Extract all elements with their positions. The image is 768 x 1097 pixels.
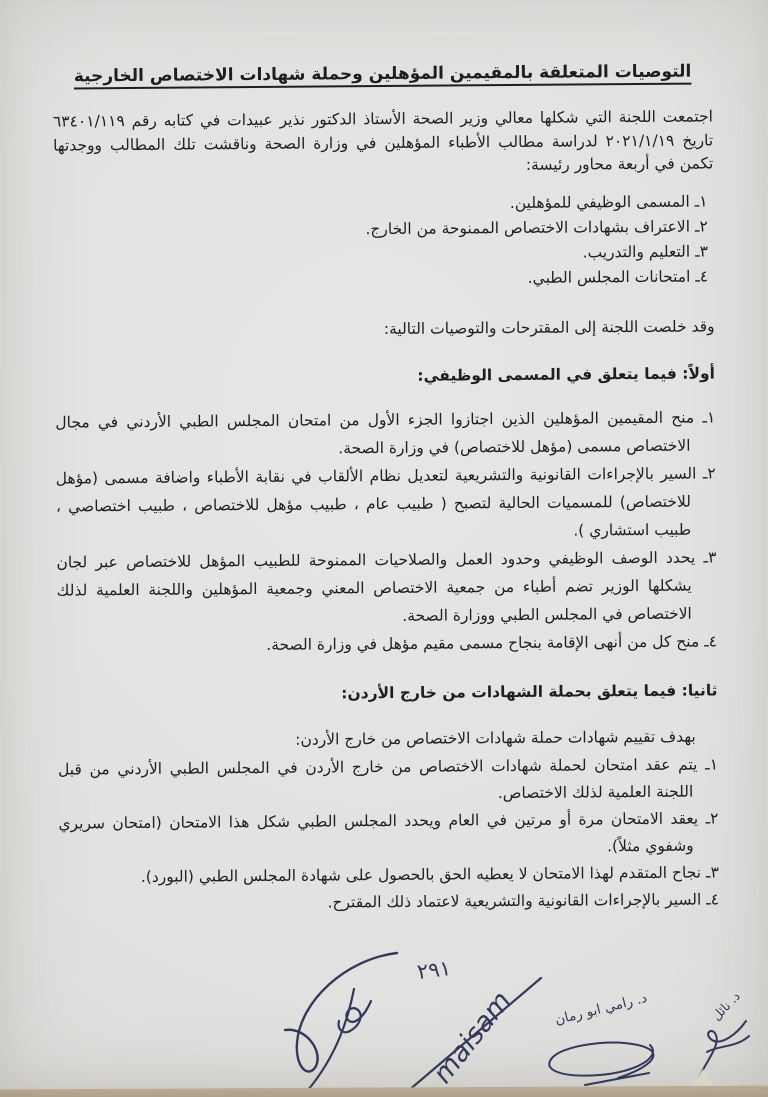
section2-list (58, 751, 719, 918)
signature-flourish-icon (285, 953, 397, 1071)
intro-paragraph: اجتمعت اللجنة التي شكلها معالي وزير الصحة الأستاذ الدكتور نذير عبيدات في كتابه رقم ٦٣٤٠١/١١٩ تاريخ ٢٠٢١/١/١٩ لدراسة مطالب الأطباء المؤهلين في وزارة الصحة وناقشت تلك المطالب ووجدتها تكمن في أربعة محاور رئيسة: (52, 107, 714, 174)
item-text: يحدد الوصف الوظيفي وحدود العمل والصلاحيات الممنوحة للطبيب المؤهل للاختصاص عبر لجان يشكلها الوزير تضم أطباء من جمعية الاختصاص المعني وجمعية المؤهلين واللجنة العلمية لذلك الاختصاص في المجلس الطبي ووزارة الصحة. (56, 548, 696, 625)
page-title (53, 61, 713, 86)
signature-rami-name: د. رامي ابو رمان (553, 989, 649, 1029)
signatures-graphic (0, 927, 768, 1097)
item-number: ٣ـ (703, 547, 717, 567)
item-number: ٤ـ (706, 889, 720, 908)
item-number: ٣ـ (695, 241, 709, 261)
item-number: ٢ـ (702, 463, 716, 483)
signature-flourish-icon (308, 989, 354, 1090)
signature-maisam: maisam (427, 985, 518, 1090)
list-item (54, 264, 708, 294)
list-item (58, 751, 718, 810)
item-text: يعقد الامتحان مرة أو مرتين في العام ويحدد المجلس الطبي شكل هذا الامتحان (امتحان سريري وشفوي مثلاً). (58, 809, 699, 855)
list-item (55, 403, 715, 464)
section2-lead: بهدف تقييم شهادات حملة شهادات الاختصاص من خارج الأردن: (295, 727, 696, 749)
item-number: ١ـ (702, 407, 716, 427)
list-item (58, 805, 718, 864)
item-number: ١ـ (694, 191, 708, 211)
item-text: نجاح المتقدم لهذا الامتحان لا يعطيه الحق بالحصول على شهادة المجلس الطبي (البورد). (140, 863, 702, 886)
item-number: ٢ـ (705, 808, 719, 827)
conclusion-lead: وقد خلصت اللجنة إلى المقترحات والتوصيات التالية: (383, 316, 715, 338)
signature-area (0, 927, 768, 1097)
signature-nael-name: د. نائل (708, 988, 743, 1024)
item-text: يتم عقد امتحان لحملة شهادات الاختصاص من خارج الأردن في المجلس الطبي الأردني من قبل اللجنة العلمية لذلك الاختصاص. (57, 755, 698, 802)
item-number: ٣ـ (705, 862, 719, 881)
section1-list (55, 403, 717, 660)
item-text: السير بالإجراءات القانونية والتشريعية لتعديل نظام الألقاب في نقابة الأطباء واضافة مسمى (مؤهل للاختصاص) للمسميات الحالية لتصبح ( طبيب عام ، طبيب مؤهل للاختصاص ، طبيب اختصاصي ، طبيب استشاري ). (55, 464, 697, 540)
list-item (56, 543, 717, 632)
handwritten-page-number: ٢٩١ (415, 956, 453, 984)
page-title-text: التوصيات المتعلقة بالمقيمين المؤهلين وحملة شهادات الاختصاص الخارجية (73, 61, 692, 87)
item-text: منح المقيمين المؤهلين الذين اجتازوا الجزء الأول من امتحان المجلس الطبي الأردني في مجال الاختصاص مسمى (مؤهل للاختصاص) في وزارة الصحة. (55, 408, 695, 457)
item-number: ٤ـ (695, 266, 709, 286)
item-number: ٤ـ (704, 631, 718, 651)
signature-rami-icon (549, 1043, 653, 1078)
main-axes-list (54, 189, 715, 294)
item-number: ١ـ (705, 754, 719, 774)
item-text: امتحانات المجلس الطبي. (527, 267, 691, 287)
list-item (59, 886, 719, 918)
item-number: ٢ـ (694, 216, 708, 236)
section2-heading: ثانيا: فيما يتعلق بحملة الشهادات من خارج الأردن: (341, 680, 718, 702)
list-item (57, 627, 717, 660)
list-item (56, 459, 717, 548)
item-text: المسمى الوظيفي للمؤهلين. (509, 192, 690, 212)
item-text: السير بالإجراءات القانونية والتشريعية لاعتماد ذلك المقترح. (327, 890, 702, 911)
item-text: منح كل من أنهى الإقامة بنجاح مسمى مقيم مؤهل في وزارة الصحة. (266, 632, 700, 654)
section1-heading: أولاً: فيما يتعلق في المسمى الوظيفي: (417, 363, 716, 385)
item-text: التعليم والتدريب. (582, 242, 691, 261)
signature-underline-icon (408, 978, 541, 1091)
item-text: الاعتراف بشهادات الاختصاص الممنوحة من الخارج. (365, 217, 691, 238)
